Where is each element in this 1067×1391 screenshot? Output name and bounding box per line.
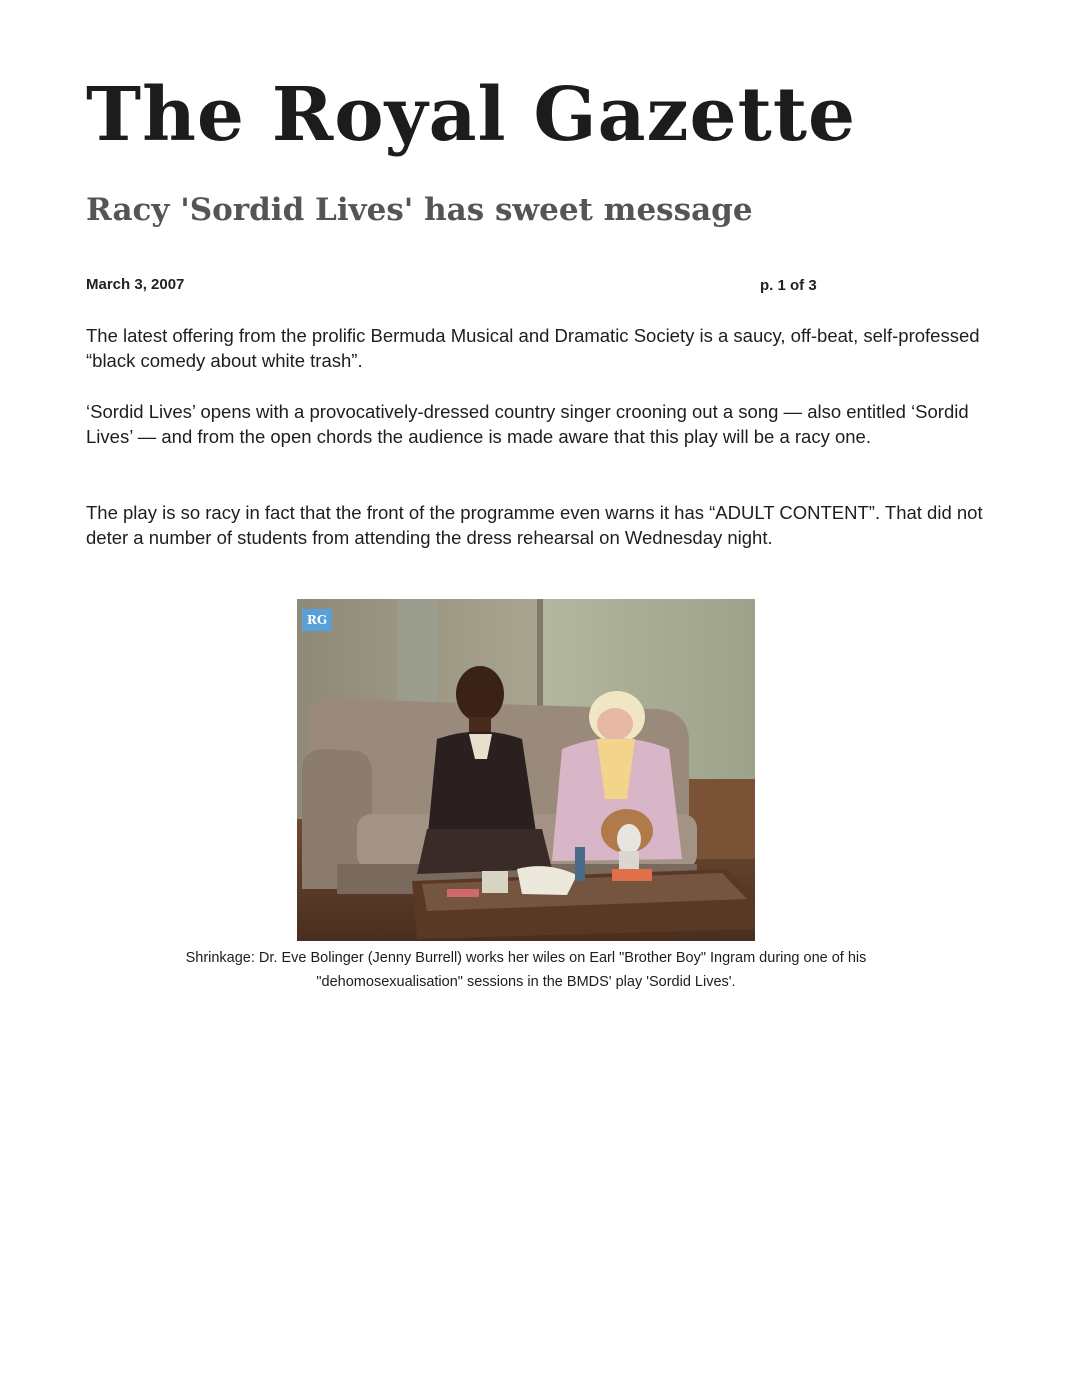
photo-scene — [297, 599, 755, 941]
photo-caption-line-1: Shrinkage: Dr. Eve Bolinger (Jenny Burrell) works her wiles on Earl "Brother Boy" Ingram during one of his — [185, 950, 867, 966]
article-paragraph-3: The play is so racy in fact that the front of the programme even warns it has “ADULT CONTENT”. That did not deter a number of students from attending the dress rehearsal on Wednesday night. — [86, 502, 983, 548]
photo-caption-line-2: "dehomosexualisation" sessions in the BMDS' play 'Sordid Lives'. — [316, 974, 736, 990]
photo-caption — [100, 946, 952, 994]
article-paragraph-1: The latest offering from the prolific Bermuda Musical and Dramatic Society is a saucy, off-beat, self-professed “black comedy about white trash”. — [86, 325, 980, 371]
page-indicator: p. 1 of 3 — [760, 277, 817, 294]
rg-logo-badge: RG — [302, 609, 332, 631]
article-paragraph-2: ‘Sordid Lives’ opens with a provocatively-dressed country singer crooning out a song — also entitled ‘Sordid Lives’ — and from the open chords the audience is made aware that this play will be a racy one. — [86, 401, 969, 447]
article-headline: Racy 'Sordid Lives' has sweet message — [86, 192, 753, 228]
article-date: March 3, 2007 — [86, 276, 185, 293]
masthead-title: The Royal Gazette — [86, 72, 857, 158]
article-photo — [297, 599, 755, 941]
